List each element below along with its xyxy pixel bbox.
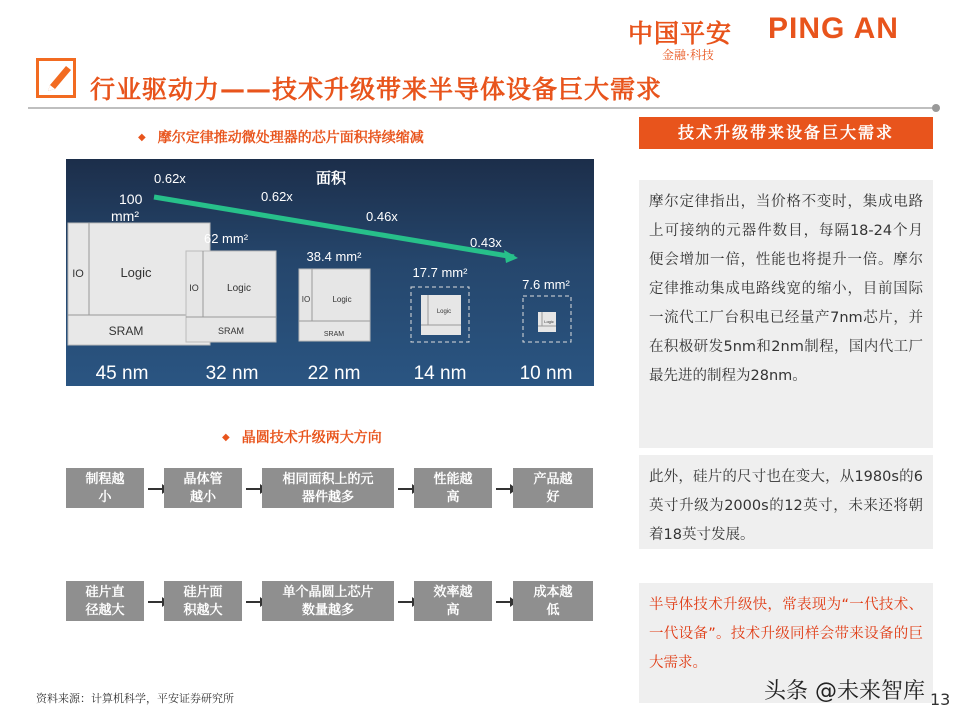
logic-label: Logic [120,265,152,280]
area-label: 38.4 mm² [306,249,362,264]
source-note: 资料来源：计算机科学，平安证券研究所 [36,692,234,705]
arrow-right-icon [496,601,514,603]
io-label: IO [189,283,199,293]
page-title: 行业驱动力——技术升级带来半导体设备巨大需求 [90,75,663,104]
arrow-right-icon [496,488,514,490]
process-node-label: 45 nm [95,363,149,384]
area-label: 100 [119,191,143,207]
flow-step-box: 产品越 好 [513,468,593,508]
io-label: IO [301,295,311,304]
sram-label: SRAM [323,331,345,338]
flow-step-box: 相同面积上的元 器件越多 [262,468,394,508]
process-node-label: 22 nm [307,363,361,384]
flow-step-box: 硅片面 积越大 [164,581,242,621]
figure-area-label: 面积 [316,170,347,187]
edit-pencil-icon [36,58,76,98]
logic-label: Logic [227,283,251,294]
logic-label: Logic [332,295,352,304]
logo-english: PING AN [768,12,899,45]
io-label: IO [72,268,84,280]
shrink-ratio-label: 0.46x [366,209,398,224]
logo-tagline: 金融·科技 [662,48,714,62]
process-node-label: 14 nm [413,363,467,384]
shrink-ratio-label: 0.62x [154,171,186,186]
sram-label: SRAM [108,324,144,338]
divider-dot [932,104,940,112]
text-box-wafer-size: 此外，硅片的尺寸也在变大，从1980s的6英寸升级为2000s的12英寸，未来还将朝着18英寸发展。 [639,455,933,549]
section-heading-text: 摩尔定律推动微处理器的芯片面积持续缩减 [157,130,424,146]
diamond-bullet-icon: ◆ [138,132,146,143]
chip-area-svg [66,159,594,386]
flow-step-box: 硅片直 径越大 [66,581,144,621]
area-label: 17.7 mm² [412,265,468,280]
logic-label: Logic [436,309,452,315]
title-divider [28,107,934,109]
process-node-label: 32 nm [205,363,259,384]
flow-step-box: 效率越 高 [414,581,492,621]
process-node-label: 10 nm [519,363,573,384]
sram-label: SRAM [217,326,245,336]
shrink-ratio-label: 0.62x [261,189,293,204]
section-heading-text: 晶圆技术升级两大方向 [241,430,382,446]
text-box-conclusion: 半导体技术升级快，常表现为“一代技术、一代设备”。技术升级同样会带来设备的巨大需求。 [639,583,933,703]
shrink-ratio-label: 0.43x [470,235,502,250]
flow-step-box: 性能越 高 [414,468,492,508]
logo-chinese: 中国平安 [628,19,733,48]
section-heading-wafer [222,427,382,447]
section-heading-moore [138,127,424,147]
right-banner: 技术升级带来设备巨大需求 [639,117,933,149]
area-label: mm² [111,208,139,224]
logic-label: Logic [544,319,554,324]
area-label: 62 mm² [203,231,249,246]
flow-step-box: 单个晶圆上芯片 数量越多 [262,581,394,621]
flow-step-box: 制程越 小 [66,468,144,508]
flow-step-box: 晶体管 越小 [164,468,242,508]
chip-area-figure [66,159,594,386]
flow-step-box: 成本越 低 [513,581,593,621]
watermark: 头条 @未来智库 [764,679,925,704]
diamond-bullet-icon: ◆ [222,432,230,443]
page-number: 13 [930,690,951,709]
area-label: 7.6 mm² [522,277,570,292]
text-box-moore: 摩尔定律指出，当价格不变时，集成电路上可接纳的元器件数目，每隔18-24个月便会增加一倍，性能也将提升一倍。摩尔定律推动集成电路线宽的缩小，目前国际一流代工厂台积电已经量产7nm芯片，并在积极研发5nm和2nm制程，国内代工厂最先进的制程为28nm。 [639,180,933,448]
